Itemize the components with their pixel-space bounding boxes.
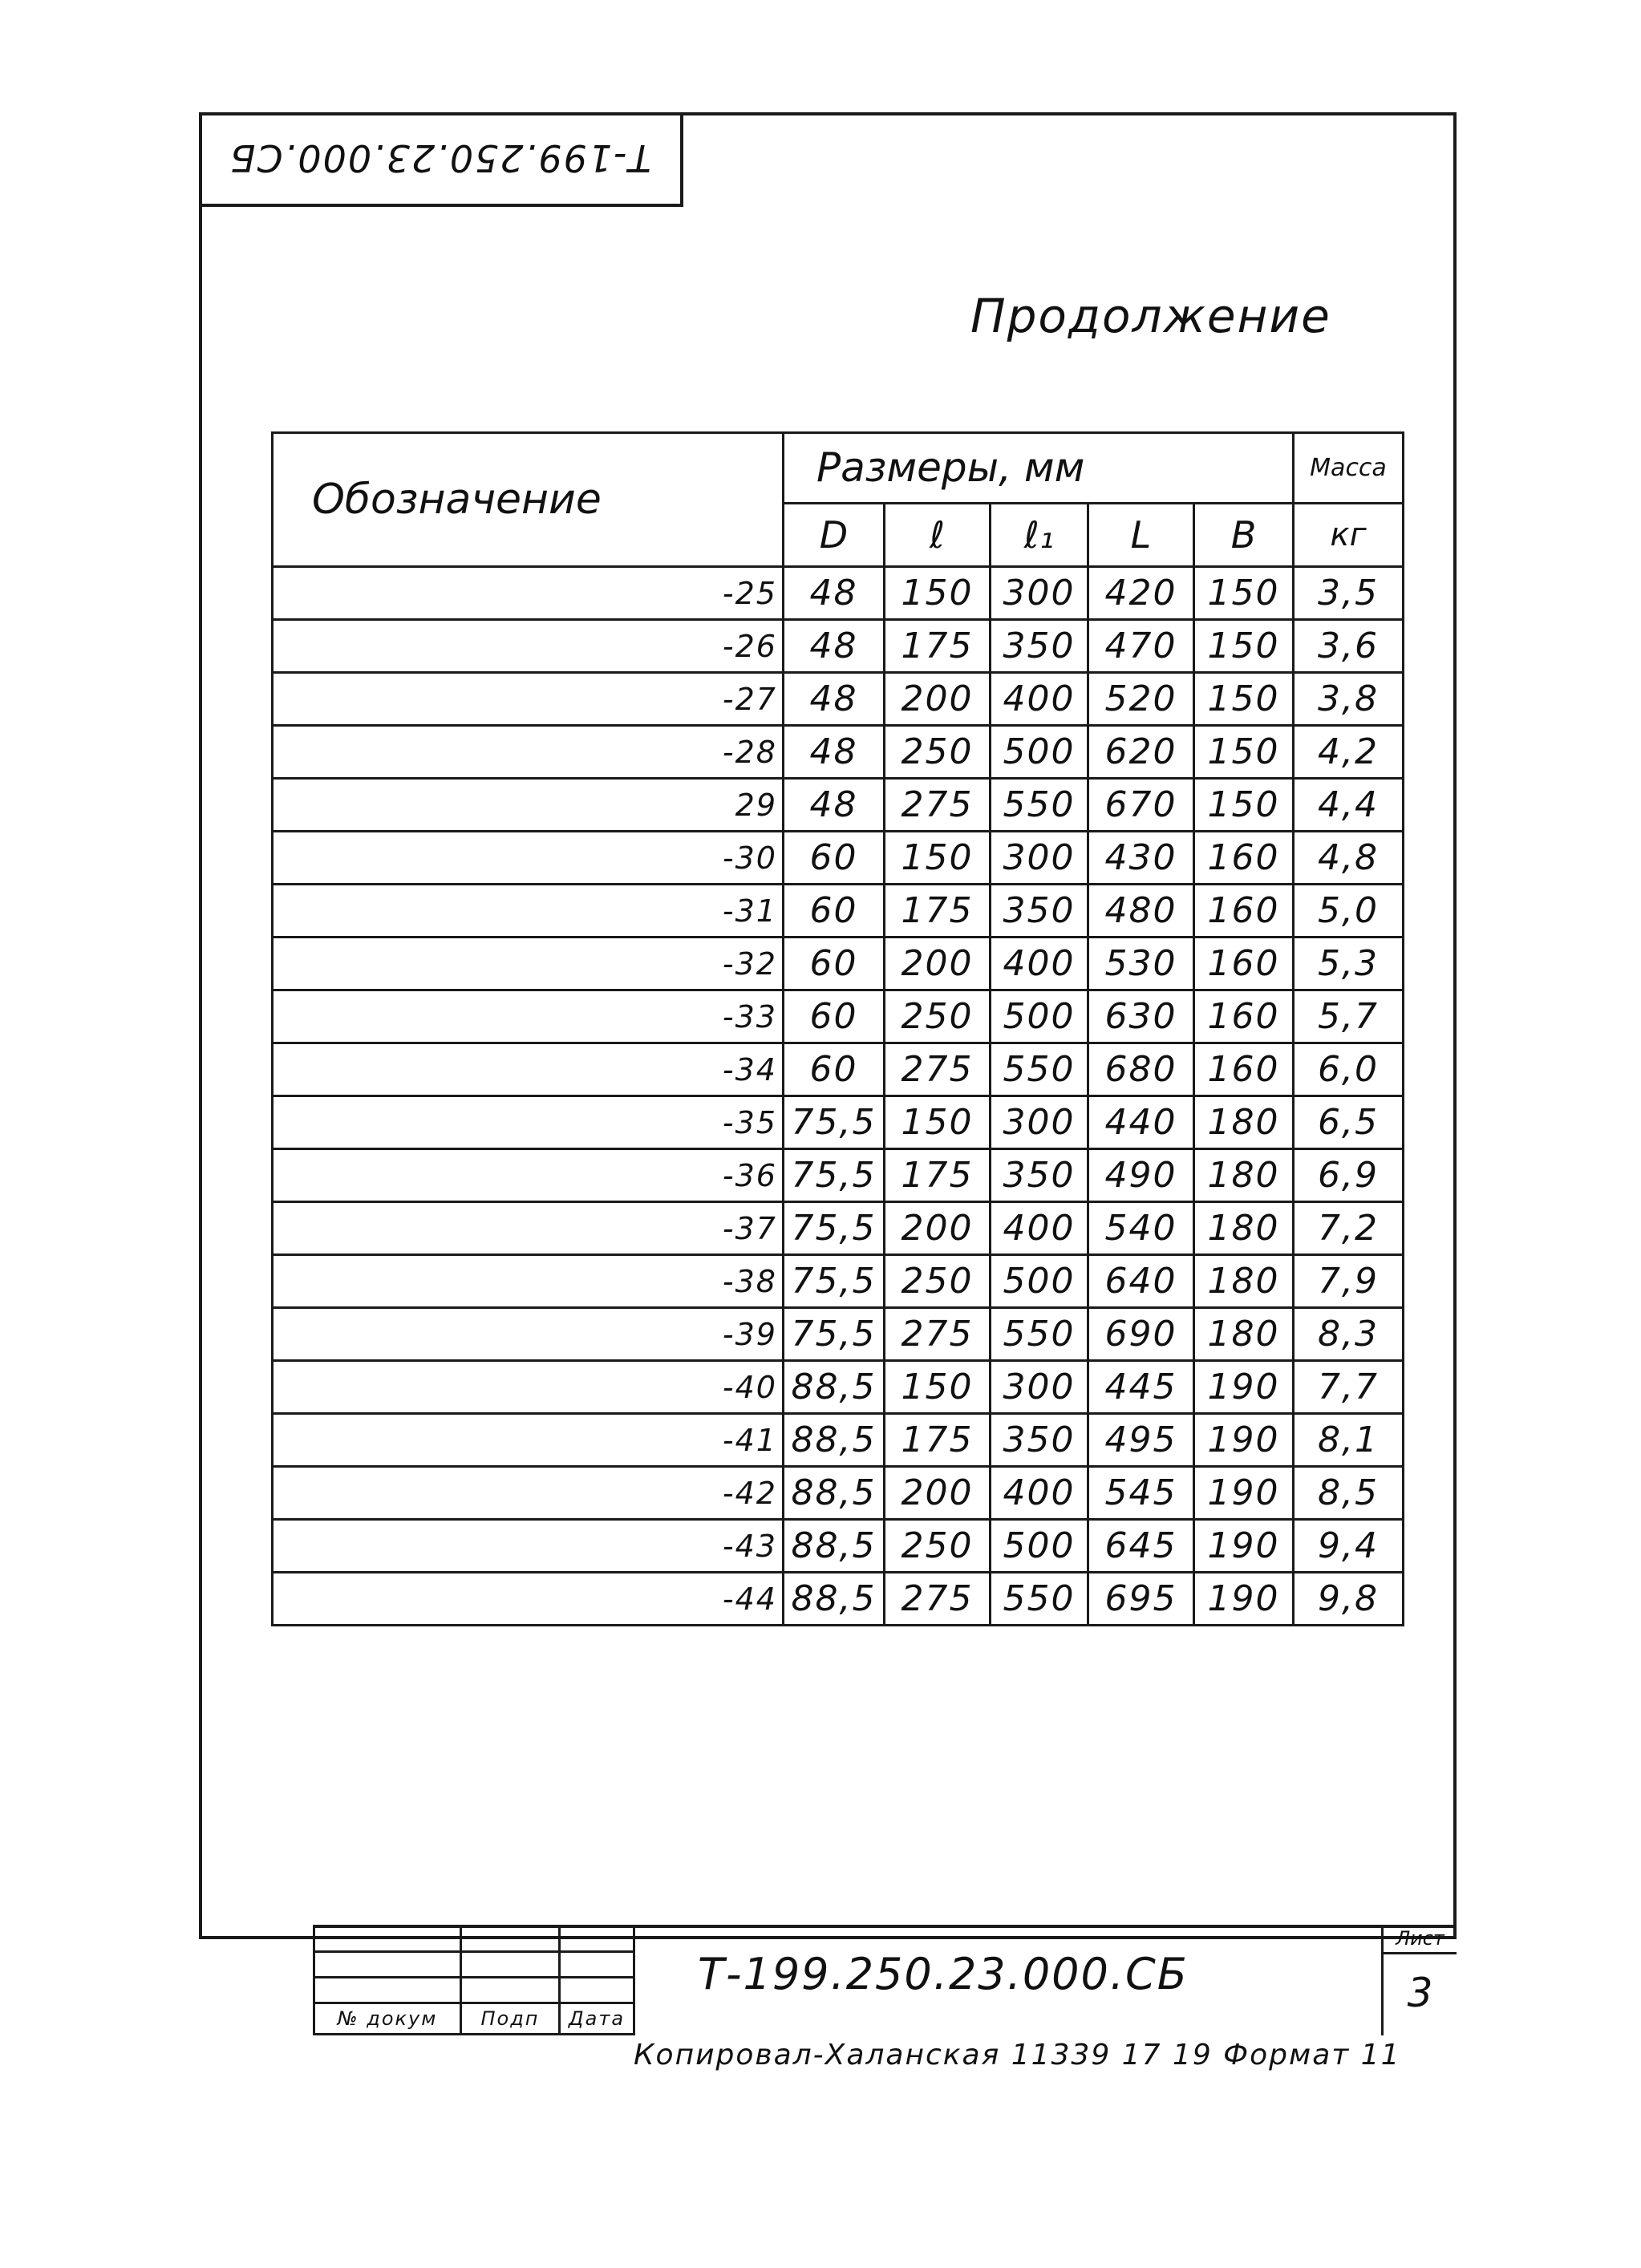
header-mass-unit: кг	[1294, 503, 1404, 566]
cell-mass: 5,3	[1294, 938, 1404, 990]
cell-l: 150	[885, 1096, 991, 1149]
cell-designation: -30	[273, 832, 784, 885]
spec-table	[271, 431, 1404, 1626]
cell-len: 495	[1088, 1414, 1194, 1467]
cell-l: 200	[885, 1467, 991, 1520]
cell-d: 60	[784, 885, 885, 938]
cell-l: 150	[885, 567, 991, 620]
cell-len: 645	[1088, 1520, 1194, 1573]
cell-b: 150	[1194, 673, 1294, 726]
cell-b: 180	[1194, 1096, 1294, 1149]
cell-mass: 3,8	[1294, 673, 1404, 726]
cell-b: 190	[1194, 1573, 1294, 1626]
cell-mass: 4,2	[1294, 726, 1404, 779]
cell-l1: 300	[991, 1096, 1088, 1149]
cell-designation: -27	[273, 673, 784, 726]
table-row	[273, 885, 1404, 938]
table-row	[273, 1043, 1404, 1096]
cell-designation: -38	[273, 1255, 784, 1308]
cell-mass: 7,9	[1294, 1255, 1404, 1308]
table-row	[273, 673, 1404, 726]
cell-l1: 300	[991, 1361, 1088, 1414]
cell-l1: 500	[991, 1255, 1088, 1308]
cell-designation: -41	[273, 1414, 784, 1467]
cell-designation: -33	[273, 990, 784, 1043]
table-row	[273, 620, 1404, 673]
cell-len: 690	[1088, 1308, 1194, 1361]
cell-len: 640	[1088, 1255, 1194, 1308]
cell-len: 530	[1088, 938, 1194, 990]
cell-l1: 350	[991, 620, 1088, 673]
cell-l1: 400	[991, 673, 1088, 726]
cell-l: 175	[885, 1414, 991, 1467]
cell-mass: 3,6	[1294, 620, 1404, 673]
cell-d: 88,5	[784, 1467, 885, 1520]
cell-b: 180	[1194, 1202, 1294, 1255]
cell-d: 75,5	[784, 1149, 885, 1202]
cell-l: 275	[885, 1043, 991, 1096]
cell-designation: 29	[273, 779, 784, 832]
cell-d: 88,5	[784, 1414, 885, 1467]
cell-mass: 7,2	[1294, 1202, 1404, 1255]
cell-l: 200	[885, 673, 991, 726]
cell-l1: 550	[991, 779, 1088, 832]
cell-designation: -37	[273, 1202, 784, 1255]
spec-table-body	[273, 567, 1404, 1626]
cell-len: 430	[1088, 832, 1194, 885]
header-dimensions: Размеры, мм	[784, 433, 1294, 504]
cell-designation: -44	[273, 1573, 784, 1626]
cell-d: 75,5	[784, 1096, 885, 1149]
cell-designation: -35	[273, 1096, 784, 1149]
table-row	[273, 1414, 1404, 1467]
cell-l: 200	[885, 1202, 991, 1255]
cell-l1: 500	[991, 990, 1088, 1043]
cell-l1: 350	[991, 885, 1088, 938]
sheet-number: 3	[1407, 1970, 1433, 2016]
title-block	[313, 1925, 1457, 2035]
cell-d: 88,5	[784, 1520, 885, 1573]
cell-l1: 350	[991, 1149, 1088, 1202]
cell-mass: 9,8	[1294, 1573, 1404, 1626]
cell-l1: 400	[991, 938, 1088, 990]
cell-len: 540	[1088, 1202, 1194, 1255]
cell-len: 470	[1088, 620, 1194, 673]
cell-l: 275	[885, 1308, 991, 1361]
cell-b: 160	[1194, 885, 1294, 938]
table-row	[273, 567, 1404, 620]
cell-l: 275	[885, 1573, 991, 1626]
cell-b: 160	[1194, 938, 1294, 990]
cell-len: 480	[1088, 885, 1194, 938]
header-col-l: ℓ	[885, 503, 991, 566]
cell-d: 88,5	[784, 1573, 885, 1626]
table-row	[273, 779, 1404, 832]
cell-d: 48	[784, 567, 885, 620]
cell-len: 420	[1088, 567, 1194, 620]
table-row	[273, 938, 1404, 990]
title-block-label-doc: № докум	[314, 2003, 461, 2034]
header-designation: Обозначение	[273, 433, 784, 567]
cell-d: 60	[784, 990, 885, 1043]
cell-l: 175	[885, 1149, 991, 1202]
table-row	[273, 1467, 1404, 1520]
cell-designation: -28	[273, 726, 784, 779]
table-row	[273, 1308, 1404, 1361]
cell-l: 200	[885, 938, 991, 990]
cell-l1: 550	[991, 1308, 1088, 1361]
cell-d: 75,5	[784, 1202, 885, 1255]
cell-designation: -43	[273, 1520, 784, 1573]
cell-len: 670	[1088, 779, 1194, 832]
cell-d: 48	[784, 673, 885, 726]
cell-len: 620	[1088, 726, 1194, 779]
document-number: Т-199.250.23.000.СБ	[698, 1949, 1189, 1999]
cell-d: 88,5	[784, 1361, 885, 1414]
cell-mass: 8,3	[1294, 1308, 1404, 1361]
cell-b: 190	[1194, 1414, 1294, 1467]
sheet-label: Лист	[1384, 1925, 1457, 1954]
table-row	[273, 832, 1404, 885]
cell-designation: -26	[273, 620, 784, 673]
table-row	[273, 1361, 1404, 1414]
cell-b: 180	[1194, 1255, 1294, 1308]
cell-mass: 7,7	[1294, 1361, 1404, 1414]
cell-designation: -25	[273, 567, 784, 620]
cell-designation: -31	[273, 885, 784, 938]
cell-l: 250	[885, 1255, 991, 1308]
cell-l1: 550	[991, 1043, 1088, 1096]
cell-mass: 4,4	[1294, 779, 1404, 832]
cell-b: 160	[1194, 1043, 1294, 1096]
cell-mass: 9,4	[1294, 1520, 1404, 1573]
cell-b: 190	[1194, 1467, 1294, 1520]
cell-l: 150	[885, 1361, 991, 1414]
corner-stamp	[199, 112, 683, 207]
cell-l1: 300	[991, 567, 1088, 620]
cell-designation: -42	[273, 1467, 784, 1520]
cell-l1: 400	[991, 1467, 1088, 1520]
cell-l: 275	[885, 779, 991, 832]
cell-mass: 3,5	[1294, 567, 1404, 620]
cell-mass: 6,5	[1294, 1096, 1404, 1149]
continuation-label: Продолжение	[970, 289, 1331, 343]
cell-l: 250	[885, 1520, 991, 1573]
cell-l: 250	[885, 726, 991, 779]
cell-len: 630	[1088, 990, 1194, 1043]
cell-mass: 6,9	[1294, 1149, 1404, 1202]
cell-d: 60	[784, 832, 885, 885]
footer-copy-note: Копировал-Халанская 11339 17 19 Формат 11	[634, 2039, 1401, 2072]
cell-designation: -39	[273, 1308, 784, 1361]
cell-mass: 6,0	[1294, 1043, 1404, 1096]
header-col-b: B	[1194, 503, 1294, 566]
cell-d: 60	[784, 938, 885, 990]
header-col-len: L	[1088, 503, 1194, 566]
cell-l: 175	[885, 620, 991, 673]
cell-b: 150	[1194, 726, 1294, 779]
table-row	[273, 1149, 1404, 1202]
table-row	[273, 726, 1404, 779]
cell-l1: 500	[991, 1520, 1088, 1573]
table-row	[273, 1520, 1404, 1573]
cell-l1: 350	[991, 1414, 1088, 1467]
title-block-grid	[313, 1925, 635, 2035]
cell-b: 150	[1194, 567, 1294, 620]
cell-b: 180	[1194, 1149, 1294, 1202]
cell-len: 445	[1088, 1361, 1194, 1414]
table-row	[273, 990, 1404, 1043]
cell-designation: -40	[273, 1361, 784, 1414]
cell-len: 545	[1088, 1467, 1194, 1520]
corner-stamp-text: Т-199.250.23.000.СБ	[228, 136, 651, 180]
table-row	[273, 1255, 1404, 1308]
header-mass: Масса	[1294, 433, 1404, 504]
cell-len: 490	[1088, 1149, 1194, 1202]
cell-d: 48	[784, 726, 885, 779]
cell-len: 520	[1088, 673, 1194, 726]
cell-b: 150	[1194, 620, 1294, 673]
title-block-label-date: Дата	[560, 2003, 634, 2034]
table-row	[273, 1202, 1404, 1255]
cell-len: 680	[1088, 1043, 1194, 1096]
cell-mass: 5,7	[1294, 990, 1404, 1043]
cell-len: 695	[1088, 1573, 1194, 1626]
cell-l1: 550	[991, 1573, 1088, 1626]
cell-l: 150	[885, 832, 991, 885]
sheet-box	[1381, 1925, 1457, 2035]
cell-b: 190	[1194, 1520, 1294, 1573]
header-col-d: D	[784, 503, 885, 566]
title-block-label-sign: Подп	[461, 2003, 560, 2034]
cell-mass: 8,5	[1294, 1467, 1404, 1520]
cell-b: 160	[1194, 832, 1294, 885]
cell-mass: 4,8	[1294, 832, 1404, 885]
table-row	[273, 1573, 1404, 1626]
cell-d: 75,5	[784, 1255, 885, 1308]
cell-len: 440	[1088, 1096, 1194, 1149]
cell-designation: -34	[273, 1043, 784, 1096]
cell-l: 250	[885, 990, 991, 1043]
cell-b: 160	[1194, 990, 1294, 1043]
cell-mass: 5,0	[1294, 885, 1404, 938]
cell-l1: 300	[991, 832, 1088, 885]
cell-b: 180	[1194, 1308, 1294, 1361]
header-col-l1: ℓ₁	[991, 503, 1088, 566]
cell-l1: 400	[991, 1202, 1088, 1255]
cell-l: 175	[885, 885, 991, 938]
table-row	[273, 1096, 1404, 1149]
cell-mass: 8,1	[1294, 1414, 1404, 1467]
cell-b: 150	[1194, 779, 1294, 832]
cell-b: 190	[1194, 1361, 1294, 1414]
cell-d: 60	[784, 1043, 885, 1096]
cell-d: 48	[784, 779, 885, 832]
cell-d: 75,5	[784, 1308, 885, 1361]
cell-l1: 500	[991, 726, 1088, 779]
cell-designation: -36	[273, 1149, 784, 1202]
cell-designation: -32	[273, 938, 784, 990]
cell-d: 48	[784, 620, 885, 673]
